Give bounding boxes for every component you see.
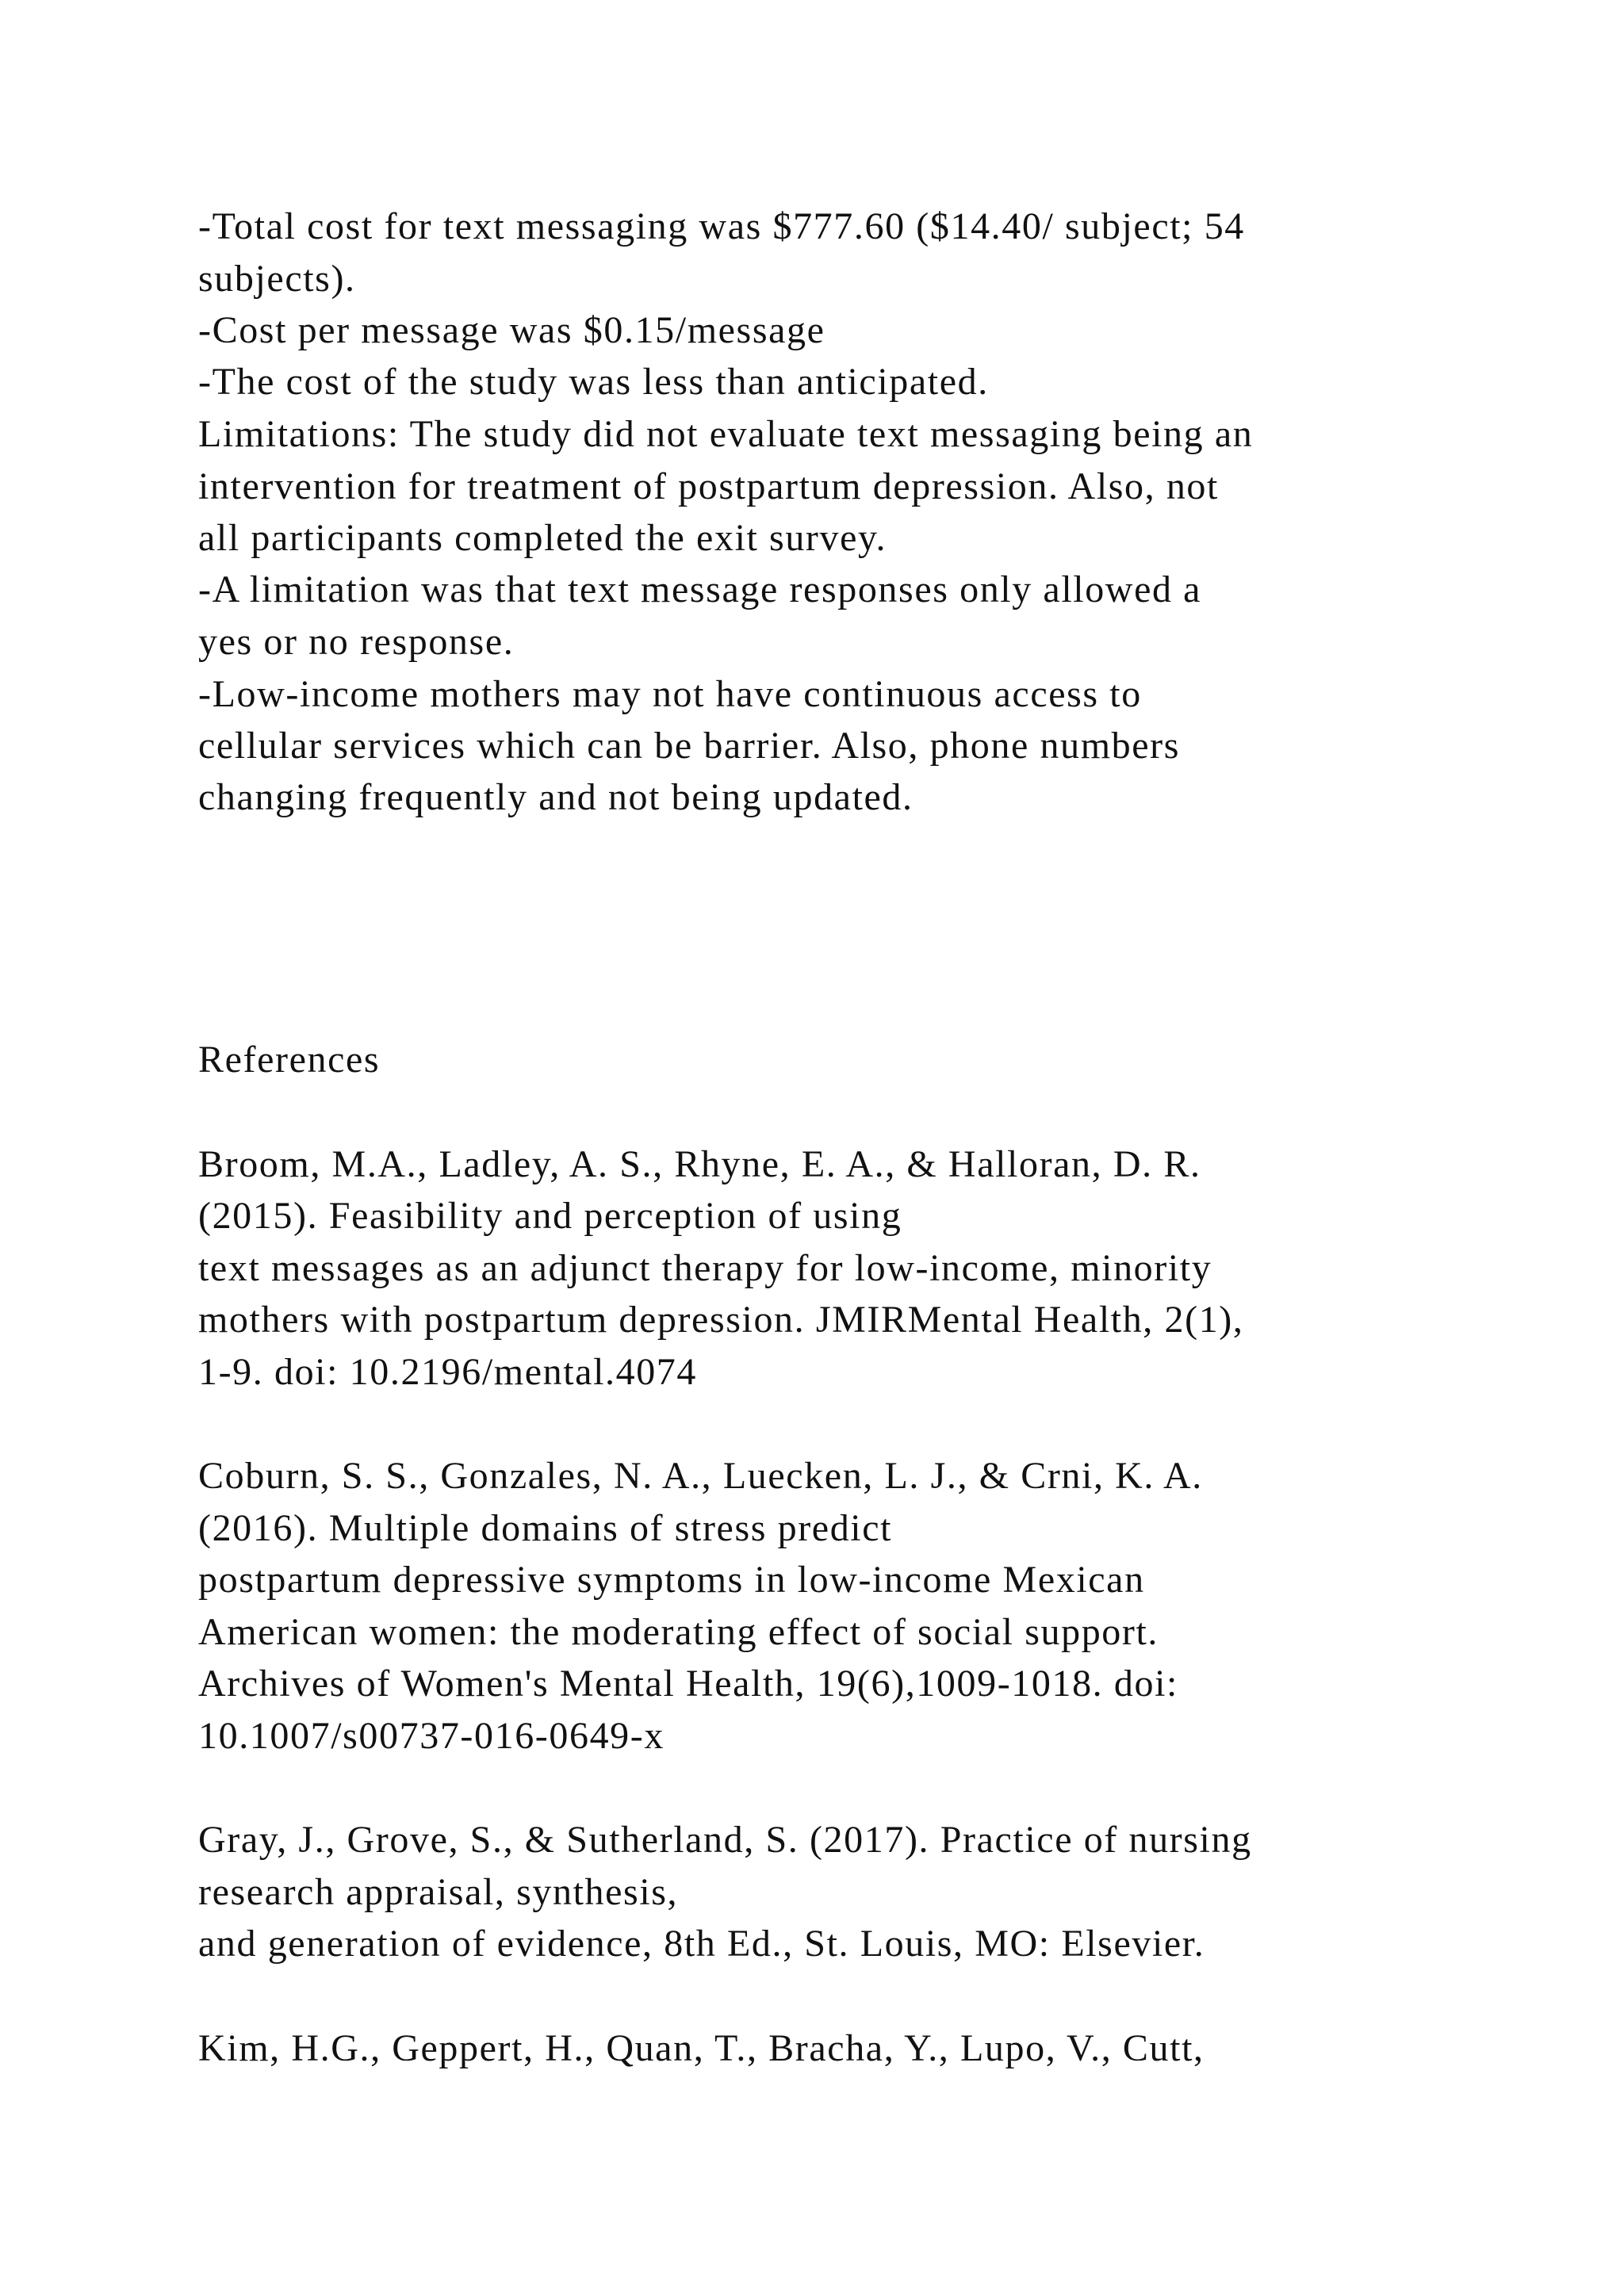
reference-3-line-3: and generation of evidence, 8th Ed., St. Louis, MO: Elsevier. <box>198 1923 1205 1965</box>
body-line-6: intervention for treatment of postpartum depression. Also, not <box>198 465 1219 507</box>
reference-3-line-1: Gray, J., Grove, S., & Sutherland, S. (2017). Practice of nursing <box>198 1819 1252 1861</box>
reference-2-line-6: 10.1007/s00737-016-0649-x <box>198 1715 665 1757</box>
body-line-4: -The cost of the study was less than anticipated. <box>198 361 989 403</box>
references-heading: References <box>198 1039 381 1081</box>
body-line-5: Limitations: The study did not evaluate text messaging being an <box>198 413 1254 455</box>
reference-4-line-1: Kim, H.G., Geppert, H., Quan, T., Bracha, Y., Lupo, V., Cutt, <box>198 2027 1205 2069</box>
reference-1-line-5: 1-9. doi: 10.2196/mental.4074 <box>198 1351 698 1393</box>
body-line-7: all participants completed the exit survey. <box>198 517 887 559</box>
body-line-10: -Low-income mothers may not have continuous access to <box>198 673 1142 715</box>
reference-1-line-2: (2015). Feasibility and perception of using <box>198 1195 902 1237</box>
body-line-12: changing frequently and not being updated. <box>198 776 914 818</box>
reference-2-line-3: postpartum depressive symptoms in low-income Mexican <box>198 1559 1145 1601</box>
reference-2-line-4: American women: the moderating effect of social support. <box>198 1611 1159 1653</box>
reference-1-line-4: mothers with postpartum depression. JMIRMental Health, 2(1), <box>198 1299 1244 1341</box>
body-line-11: cellular services which can be barrier. Also, phone numbers <box>198 725 1181 767</box>
body-line-3: -Cost per message was $0.15/message <box>198 309 825 351</box>
reference-2-line-1: Coburn, S. S., Gonzales, N. A., Luecken, L. J., & Crni, K. A. <box>198 1455 1203 1497</box>
body-line-1: -Total cost for text messaging was $777.60 ($14.40/ subject; 54 <box>198 205 1245 247</box>
body-line-9: yes or no response. <box>198 621 515 663</box>
reference-1-line-3: text messages as an adjunct therapy for low-income, minority <box>198 1247 1212 1289</box>
reference-1-line-1: Broom, M.A., Ladley, A. S., Rhyne, E. A., & Halloran, D. R. <box>198 1143 1201 1185</box>
reference-2-line-5: Archives of Women's Mental Health, 19(6),1009-1018. doi: <box>198 1663 1178 1705</box>
reference-3-line-2: research appraisal, synthesis, <box>198 1871 679 1913</box>
body-line-8: -A limitation was that text message responses only allowed a <box>198 568 1202 610</box>
reference-2-line-2: (2016). Multiple domains of stress predict <box>198 1507 893 1549</box>
body-line-2: subjects). <box>198 258 356 300</box>
